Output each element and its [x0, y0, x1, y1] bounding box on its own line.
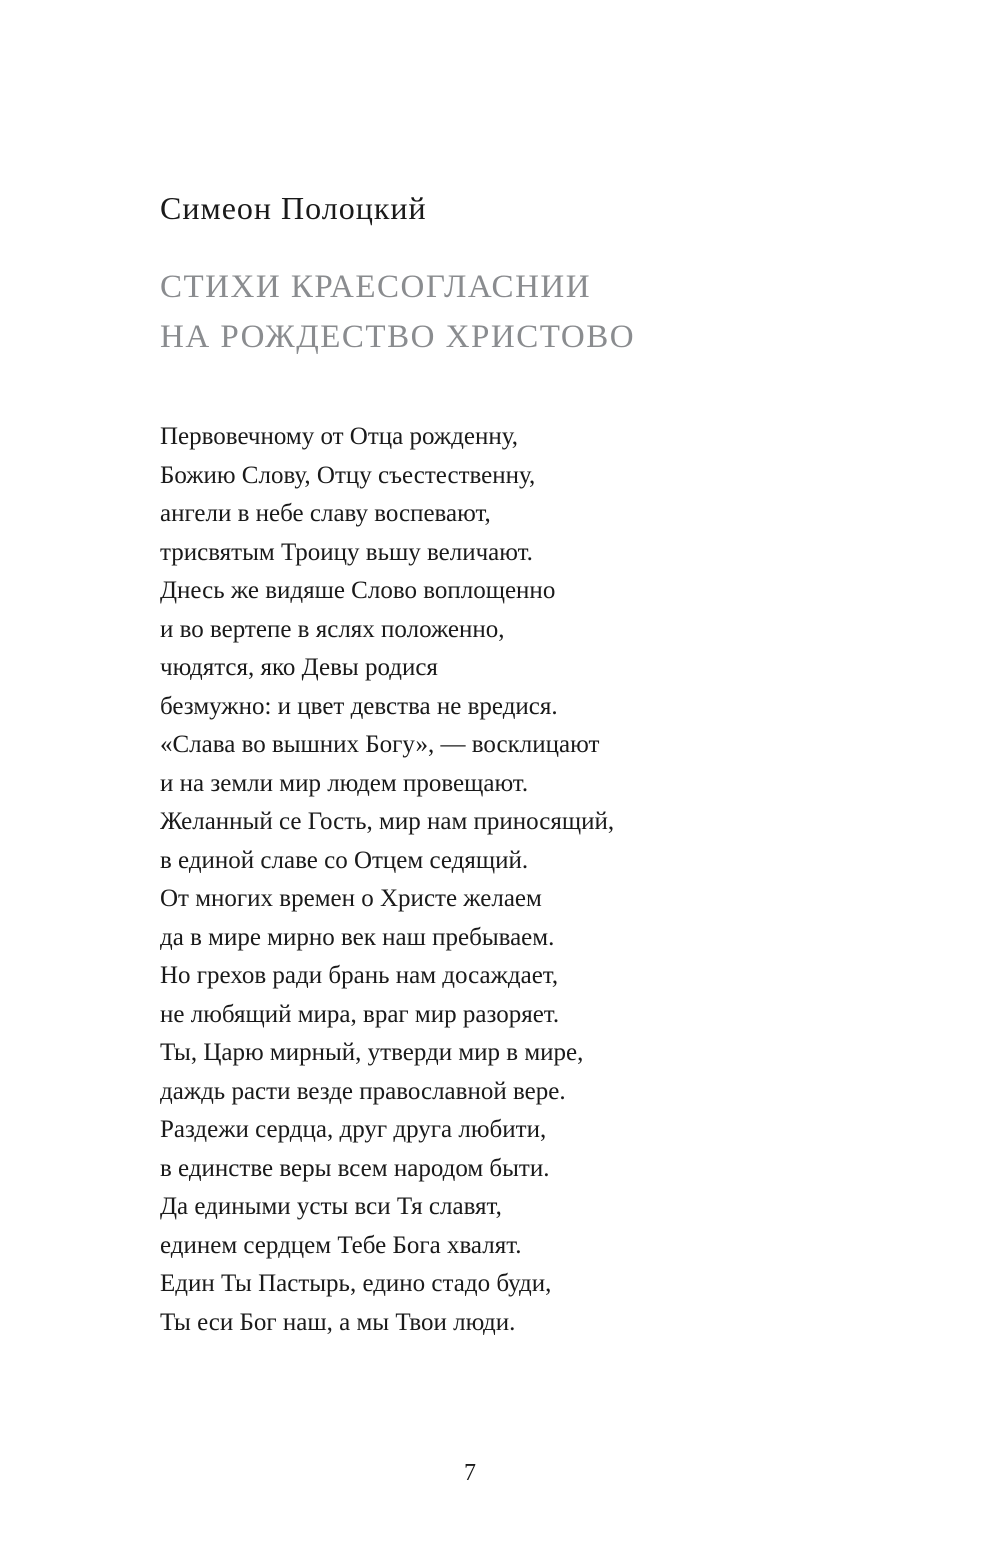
poem-text [160, 418, 614, 1342]
poem-line: трисвятым Троицу вьшу величают. [160, 538, 533, 566]
poem-line: «Слава во вышних Богу», — восклицают [160, 731, 600, 758]
poem-line: единем сердцем Тебе Бога хвалят. [160, 1231, 522, 1259]
poem-line: да в мире мирно век наш пребываем. [160, 923, 555, 951]
poem-line: в единой славе со Отцем седящий. [160, 846, 529, 874]
author-name: Симеон Полоцкий [160, 190, 427, 226]
poem-line: Ты, Царю мирный, утверди мир в мире, [160, 1039, 584, 1066]
poem-line: ангели в небе славу воспевают, [160, 500, 491, 527]
poem-line: Раздежи сердца, друг друга любити, [160, 1116, 547, 1143]
poem-line: чюдятся, яко Девы родися [160, 654, 438, 681]
poem-line: и на земли мир людем провещают. [160, 769, 529, 797]
poem-line: От многих времен о Христе желаем [160, 885, 542, 912]
poem-title-line: СТИХИ КРАЕСОГЛАСНИИ [160, 269, 592, 305]
poem-line: в единстве веры всем народом быти. [160, 1154, 550, 1182]
poem-line: Желанный се Гость, мир нам приносящий, [160, 808, 615, 835]
poem-line: Божию Слову, Отцу съестественну, [160, 461, 536, 489]
poem-line: и во вертепе в яслях положенно, [160, 615, 505, 643]
poem-title [160, 262, 635, 362]
poem-line: не любящий мира, враг мир разоряет. [160, 1000, 560, 1028]
poem-line: Да едиными усты вси Тя славят, [160, 1193, 502, 1220]
poem-title-line: НА РОЖДЕСТВО ХРИСТОВО [160, 319, 636, 355]
poem-line: Но грехов ради брань нам досаждает, [160, 962, 559, 989]
poem-line: безмужно: и цвет девства не вредися. [160, 692, 558, 720]
page-number: 7 [464, 1460, 476, 1486]
poem-line: Днесь же видяше Слово воплощенно [160, 577, 556, 604]
poem-line: даждь расти везде православной вере. [160, 1077, 566, 1105]
poem-line: Един Ты Пастырь, едино стадо буди, [160, 1270, 552, 1297]
poem-line: Ты еси Бог наш, а мы Твои люди. [160, 1308, 516, 1336]
poem-line: Первовечному от Отца рожденну, [160, 423, 518, 450]
